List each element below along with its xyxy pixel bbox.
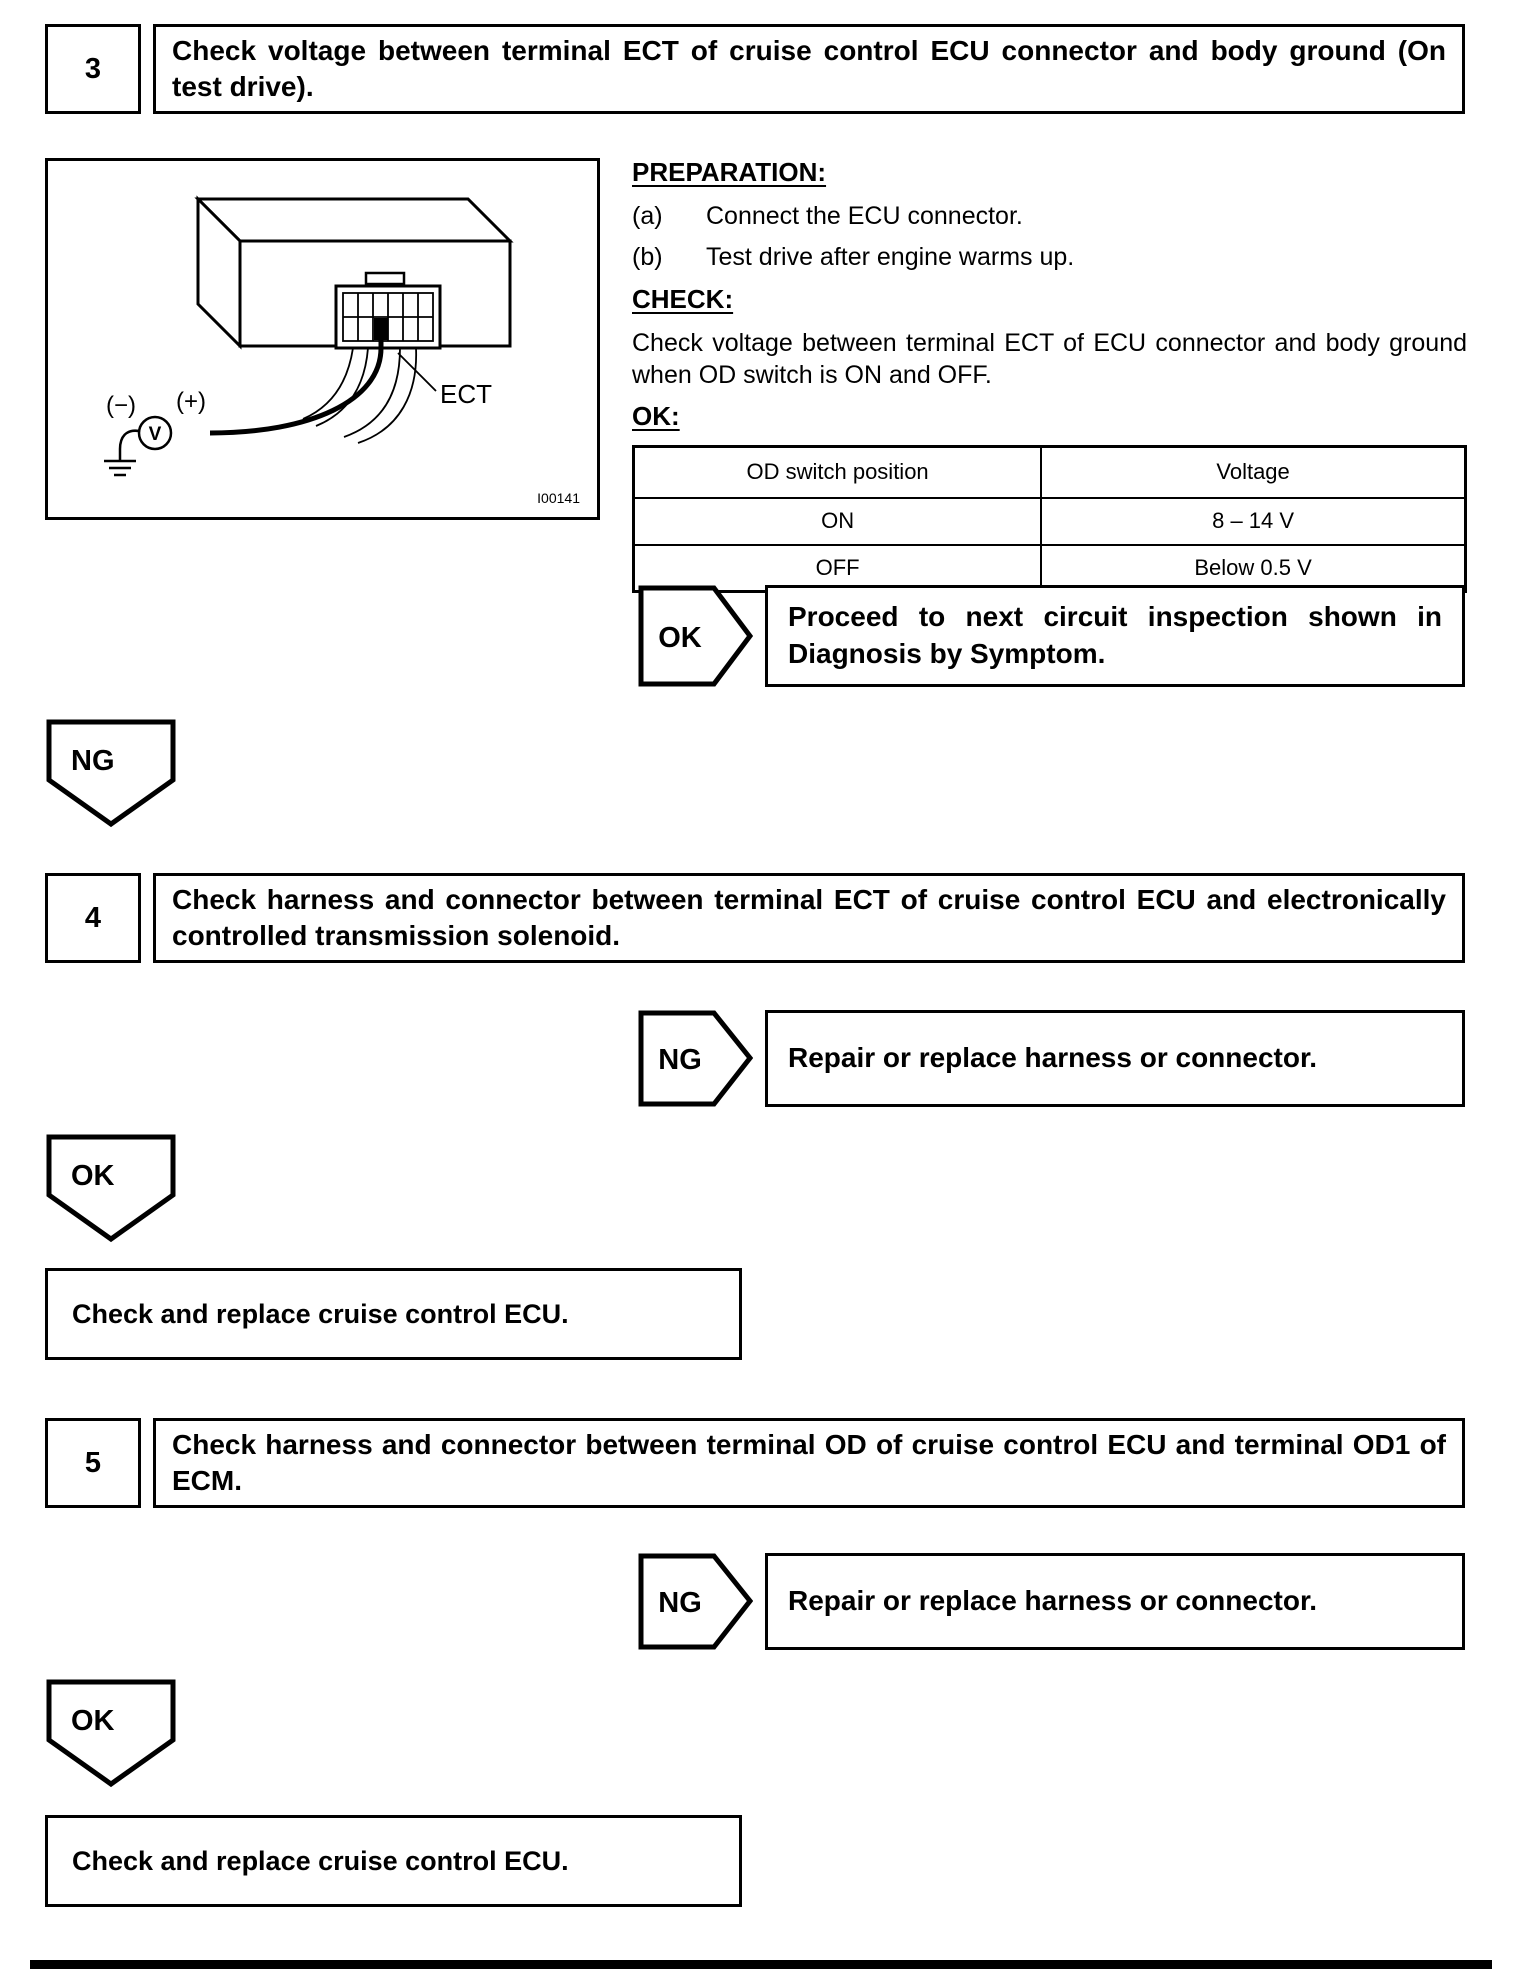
step-4-title-box bbox=[153, 873, 1465, 963]
voltmeter-letter: V bbox=[148, 424, 162, 445]
procedure-column bbox=[632, 156, 1467, 593]
table-row bbox=[634, 498, 1466, 545]
item-text: Connect the ECU connector. bbox=[706, 201, 1023, 230]
table-header-row bbox=[634, 447, 1466, 498]
ng-branch-label: NG bbox=[658, 1587, 702, 1619]
step-title: Check harness and connector between terminal ECT of cruise control ECU and electronically controlled transmission solenoid. bbox=[172, 884, 1446, 951]
ng-branch-result-box bbox=[765, 1010, 1465, 1107]
step-number: 4 bbox=[84, 901, 102, 934]
step-number: 5 bbox=[84, 1446, 102, 1479]
ng-down-arrow bbox=[45, 718, 177, 828]
ng-branch-result-box bbox=[765, 1553, 1465, 1650]
ecu-wiring-illustration bbox=[48, 161, 597, 517]
probe-lead-wire bbox=[210, 340, 381, 433]
item-marker: (a) bbox=[632, 201, 663, 230]
od-switch-position-header: OD switch position bbox=[634, 447, 1042, 498]
step-title: Check voltage between terminal ECT of cruise control ECU connector and body ground (On test drive). bbox=[172, 35, 1446, 102]
ok-down-label: OK bbox=[71, 1160, 115, 1192]
check-heading: CHECK: bbox=[632, 283, 734, 314]
ng-branch-text: Repair or replace harness or connector. bbox=[788, 1042, 1318, 1074]
probed-pin bbox=[374, 318, 388, 340]
ect-terminal-label: ECT bbox=[440, 379, 492, 409]
ok-down-arrow bbox=[45, 1678, 177, 1788]
voltage-spec-table bbox=[632, 445, 1467, 593]
result-text: Check and replace cruise control ECU. bbox=[72, 1845, 569, 1876]
ground-icon bbox=[104, 431, 139, 475]
figure-id: I00141 bbox=[537, 490, 580, 506]
step-3-title-box bbox=[153, 24, 1465, 114]
result-box bbox=[45, 1815, 742, 1907]
ok-branch-arrow bbox=[638, 585, 753, 687]
step-title: Check harness and connector between terminal OD of cruise control ECU and terminal OD1 of ECM. bbox=[172, 1429, 1446, 1496]
ng-branch-text: Repair or replace harness or connector. bbox=[788, 1585, 1318, 1617]
check-text: Check voltage between terminal ECT of ECU connector and body ground when OD switch is ON and OFF. bbox=[632, 328, 1467, 390]
page-bottom-rule bbox=[30, 1960, 1492, 1969]
ok-down-label: OK bbox=[71, 1705, 115, 1737]
ng-down-label: NG bbox=[71, 745, 115, 777]
result-box bbox=[45, 1268, 742, 1360]
step-number: 3 bbox=[84, 52, 102, 85]
ok-branch-label: OK bbox=[658, 622, 702, 654]
ok-down-arrow bbox=[45, 1133, 177, 1243]
item-marker: (b) bbox=[632, 243, 663, 272]
ok-branch-text: Proceed to next circuit inspection shown in Diagnosis by Symptom. bbox=[788, 601, 1442, 669]
ok-heading: OK: bbox=[632, 400, 680, 431]
positive-lead-label: (+) bbox=[176, 388, 206, 415]
preparation-item-a bbox=[632, 200, 1467, 233]
figure-box bbox=[45, 158, 600, 520]
ok-branch-result-box bbox=[765, 585, 1465, 687]
od-switch-cell: OFF bbox=[634, 545, 1042, 592]
item-text: Test drive after engine warms up. bbox=[706, 243, 1075, 272]
ng-branch-arrow bbox=[638, 1553, 753, 1650]
ng-branch-arrow bbox=[638, 1010, 753, 1107]
step-5-number-box bbox=[45, 1418, 141, 1508]
preparation-item-b bbox=[632, 241, 1467, 274]
od-switch-cell: ON bbox=[634, 498, 1042, 545]
step-4-number-box bbox=[45, 873, 141, 963]
result-text: Check and replace cruise control ECU. bbox=[72, 1298, 569, 1329]
negative-lead-label: (−) bbox=[106, 392, 136, 419]
ng-branch-label: NG bbox=[658, 1044, 702, 1076]
voltmeter-icon bbox=[139, 417, 171, 449]
voltage-header: Voltage bbox=[1041, 447, 1465, 498]
preparation-heading: PREPARATION: bbox=[632, 157, 827, 187]
step-3-number-box bbox=[45, 24, 141, 114]
step-5-title-box bbox=[153, 1418, 1465, 1508]
voltage-cell: Below 0.5 V bbox=[1041, 545, 1465, 592]
voltage-cell: 8 – 14 V bbox=[1041, 498, 1465, 545]
